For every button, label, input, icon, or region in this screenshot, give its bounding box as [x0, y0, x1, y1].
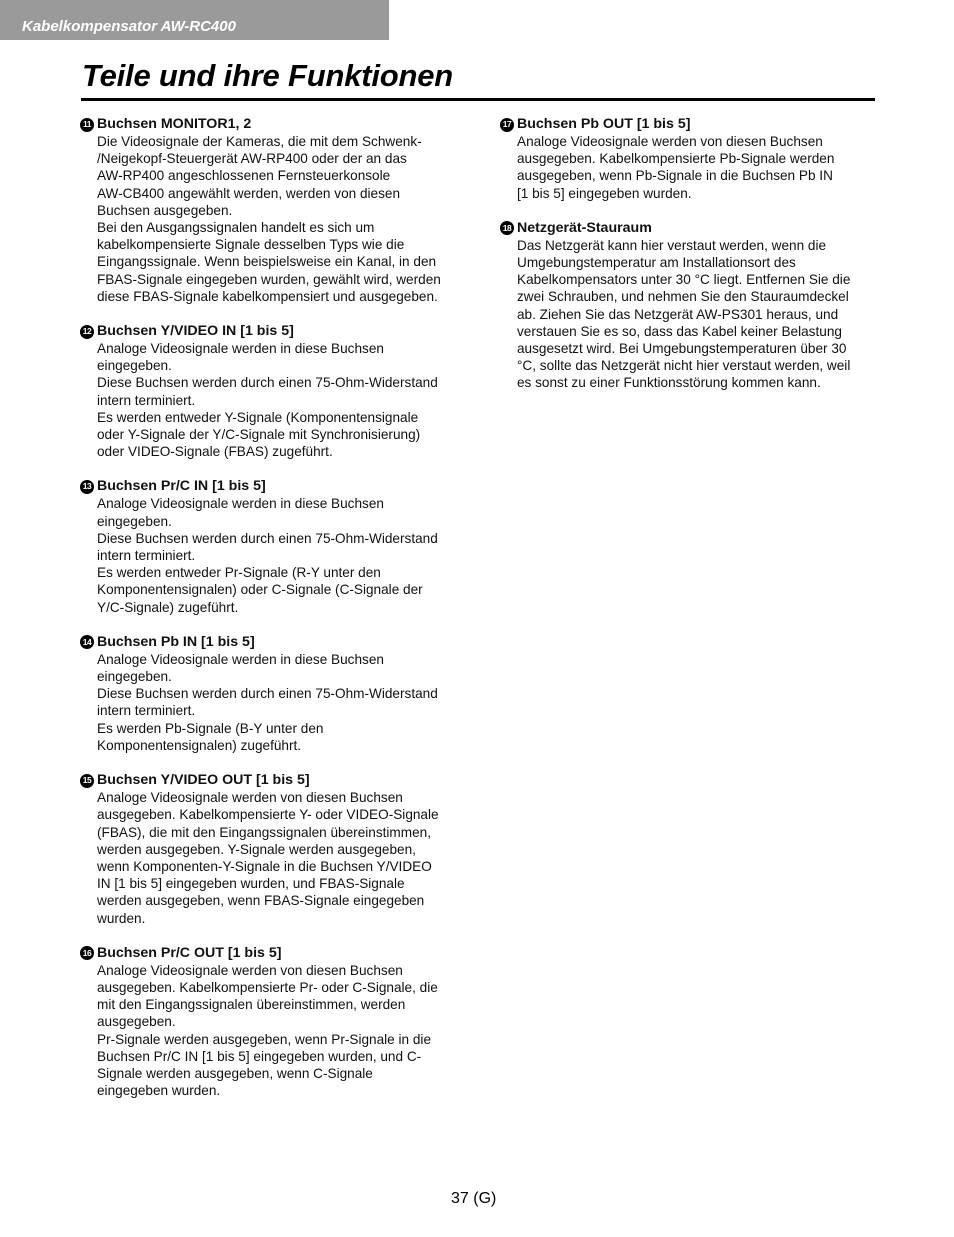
section-title: Netzgerät-Stauraum: [517, 219, 652, 236]
section-power-supply-storage: [500, 220, 870, 392]
section-title: Buchsen Y/VIDEO IN [1 bis 5]: [97, 323, 294, 340]
number-badge-icon: 18: [500, 221, 514, 235]
section-heading: [500, 116, 870, 133]
section-body: Analoge Videosignale werden in diese Buchsen eingegeben. Diese Buchsen werden durch einen 75-Ohm-Widerstand intern terminiert. Es werden entweder Y-Signale (Komponentensignale oder Y-Signale der Y/C-Signale mit Synchronisierung) oder VIDEO-Signale (FBAS) zugeführt.: [97, 341, 438, 460]
section-monitor-jacks: [80, 116, 458, 305]
section-title: Buchsen Pr/C IN [1 bis 5]: [97, 478, 266, 495]
section-pr-c-in: [80, 478, 458, 615]
section-title: Buchsen MONITOR1, 2: [97, 116, 252, 132]
number-badge-icon: 12: [80, 325, 94, 339]
section-pr-c-out: [80, 945, 458, 1100]
number-badge-icon: 15: [80, 774, 94, 788]
section-title: Buchsen Pb IN [1 bis 5]: [97, 633, 255, 650]
section-pb-in: [80, 634, 458, 754]
right-column: [500, 116, 870, 410]
title-divider: [81, 98, 875, 101]
section-body: Analoge Videosignale werden von diesen Buchsen ausgegeben. Kabelkompensierte Pr- oder C-Signale, die mit den Eingangssignalen übereinstimmen, werden ausgegeben. Pr-Signale werden ausgegeben, wenn Pr-Signale in die Buchsen Pr/C IN [1 bis 5] eingegeben wurden, und C- Signale werden ausgegeben, wenn C-Signale eingegeben wurden.: [97, 962, 438, 1099]
section-heading: [80, 323, 458, 340]
section-heading: [80, 772, 458, 789]
section-heading: [500, 220, 870, 237]
header-tab: [0, 0, 389, 40]
number-badge-icon: 16: [80, 946, 94, 960]
number-badge-icon: 13: [80, 480, 94, 494]
section-body: Das Netzgerät kann hier verstaut werden, wenn die Umgebungstemperatur am Installationsort des Kabelkompensators unter 30 °C liegt. Entfernen Sie die zwei Schrauben, und nehmen Sie den Stauraumdeckel ab. Ziehen Sie das Netzgerät AW-PS301 heraus, und verstauen Sie es so, dass das Kabel keiner Belastung ausgesetzt wird. Bei Umgebungstemperaturen über 30 °C, sollte das Netzgerät nicht hier verstaut werden, weil es sonst zu einer Funktionsstörung kommen kann.: [517, 237, 851, 391]
section-body: Analoge Videosignale werden von diesen Buchsen ausgegeben. Kabelkompensierte Y- oder VIDEO-Signale (FBAS), die mit den Eingangssignalen übereinstimmen, werden ausgegeben. Y-Signale werden ausgegeben, wenn Komponenten-Y-Signale in die Buchsen Y/VIDEO IN [1 bis 5] eingegeben wurden, und FBAS-Signale werden ausgegeben, wenn FBAS-Signale eingegeben wurden.: [97, 790, 439, 926]
section-heading: [80, 634, 458, 651]
section-y-video-out: [80, 772, 458, 927]
header-label: Kabelkompensator AW-RC400: [22, 18, 236, 35]
section-body: Analoge Videosignale werden in diese Buchsen eingegeben. Diese Buchsen werden durch einen 75-Ohm-Widerstand intern terminiert. Es werden Pb-Signale (B-Y unter den Komponentensignalen) zugeführt.: [97, 651, 438, 753]
section-heading: [80, 116, 458, 133]
number-badge-icon: 14: [80, 635, 94, 649]
section-title: Buchsen Y/VIDEO OUT [1 bis 5]: [97, 772, 310, 789]
section-heading: [80, 945, 458, 962]
section-title: Buchsen Pb OUT [1 bis 5]: [517, 116, 691, 132]
section-y-video-in: [80, 323, 458, 460]
number-badge-icon: 17: [500, 118, 514, 132]
section-body: Die Videosignale der Kameras, die mit dem Schwenk- /Neigekopf-Steuergerät AW-RP400 oder der an das AW-RP400 angeschlossenen Fernsteuerkonsole AW-CB400 angewählt werden, werden von diesen Buchsen ausgegeben. Bei den Ausgangssignalen handelt es sich um kabelkompensierte Signale desselben Typs wie die Eingangssignale. Wenn beispielsweise ein Kanal, in den FBAS-Signale eingegeben wurden, gewählt wird, werden diese FBAS-Signale kabelkompensiert und ausgegeben.: [97, 134, 441, 304]
page-title: Teile und ihre Funktionen: [82, 58, 454, 93]
section-pb-out: [500, 116, 870, 202]
section-body: Analoge Videosignale werden von diesen Buchsen ausgegeben. Kabelkompensierte Pb-Signale werden ausgegeben, wenn Pb-Signale in die Buchsen Pb IN [1 bis 5] eingegeben wurden.: [517, 134, 835, 201]
section-body: Analoge Videosignale werden in diese Buchsen eingegeben. Diese Buchsen werden durch einen 75-Ohm-Widerstand intern terminiert. Es werden entweder Pr-Signale (R-Y unter den Komponentensignalen) oder C-Signale (C-Signale der Y/C-Signale) zugeführt.: [97, 496, 438, 615]
section-title: Buchsen Pr/C OUT [1 bis 5]: [97, 944, 282, 961]
section-heading: [80, 478, 458, 495]
left-column: [80, 116, 458, 1117]
number-badge-icon: 11: [80, 118, 94, 132]
page-number: 37 (G): [451, 1190, 497, 1207]
